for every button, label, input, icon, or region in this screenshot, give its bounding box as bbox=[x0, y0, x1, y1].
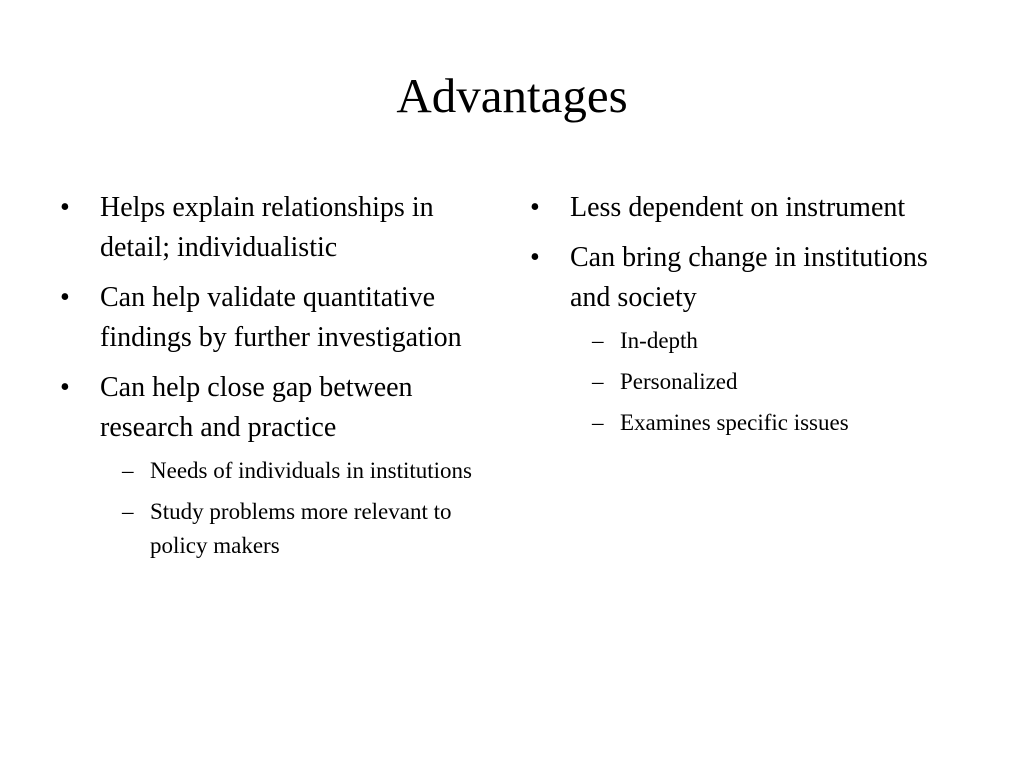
sub-bullet-text: Personalized bbox=[620, 369, 738, 394]
sub-bullet-text: Study problems more relevant to policy makers bbox=[150, 499, 452, 558]
left-bullet-list bbox=[58, 188, 498, 563]
slide-title: Advantages bbox=[396, 68, 628, 123]
sub-bullet-text: Needs of individuals in institutions bbox=[150, 458, 472, 483]
left-column bbox=[58, 188, 498, 573]
bullet-icon: • bbox=[530, 192, 540, 223]
list-item bbox=[58, 278, 498, 358]
bullet-text: Can help close gap between research and practice bbox=[100, 372, 413, 443]
dash-icon: – bbox=[592, 410, 604, 435]
sub-bullet-text: In-depth bbox=[620, 328, 698, 353]
sub-list-item bbox=[105, 454, 498, 488]
list-item bbox=[528, 188, 968, 228]
right-column bbox=[528, 188, 968, 450]
sub-bullet-list bbox=[570, 324, 968, 440]
bullet-text: Can bring change in institutions and society bbox=[570, 242, 928, 313]
sub-list-item bbox=[575, 324, 968, 358]
sub-list-item bbox=[575, 406, 968, 440]
bullet-icon: • bbox=[60, 372, 70, 403]
dash-icon: – bbox=[122, 458, 134, 483]
dash-icon: – bbox=[592, 369, 604, 394]
bullet-text: Helps explain relationships in detail; individualistic bbox=[100, 192, 434, 263]
sub-bullet-list bbox=[100, 454, 498, 563]
dash-icon: – bbox=[122, 499, 134, 524]
bullet-icon: • bbox=[60, 282, 70, 313]
list-item bbox=[58, 368, 498, 563]
list-item bbox=[528, 238, 968, 440]
list-item bbox=[58, 188, 498, 268]
bullet-text: Less dependent on instrument bbox=[570, 192, 906, 223]
bullet-icon: • bbox=[530, 242, 540, 273]
dash-icon: – bbox=[592, 328, 604, 353]
sub-list-item bbox=[575, 365, 968, 399]
bullet-icon: • bbox=[60, 192, 70, 223]
bullet-text: Can help validate quantitative findings by further investigation bbox=[100, 282, 462, 353]
sub-bullet-text: Examines specific issues bbox=[620, 410, 849, 435]
right-bullet-list bbox=[528, 188, 968, 440]
sub-list-item bbox=[105, 495, 498, 563]
